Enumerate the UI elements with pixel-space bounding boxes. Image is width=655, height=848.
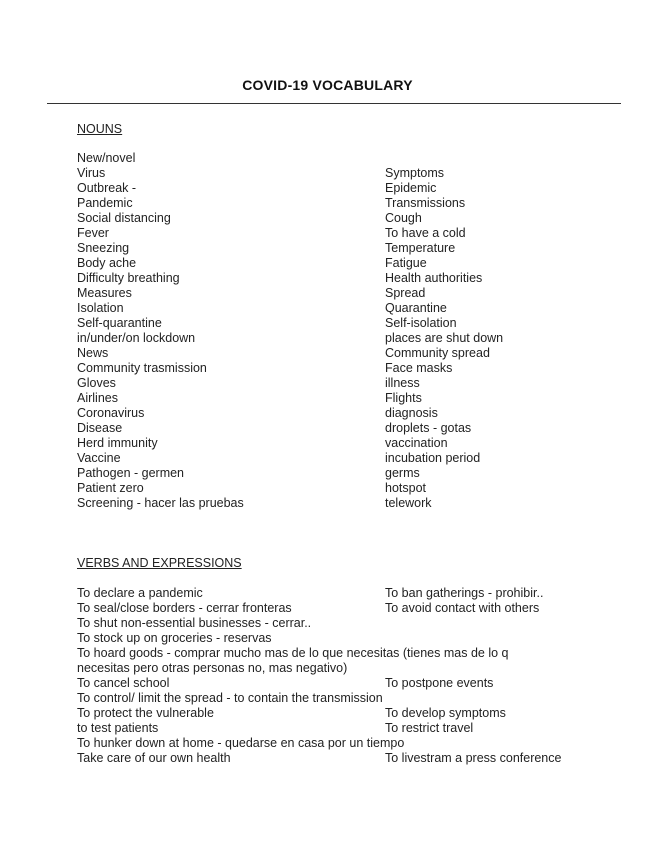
expression-row <box>77 631 577 646</box>
vocab-term: Vaccine <box>77 451 121 465</box>
expression-row <box>77 691 577 706</box>
vocab-term: Pathogen - germen <box>77 466 185 480</box>
vocab-term: places are shut down <box>385 331 504 345</box>
verbs-heading: VERBS AND EXPRESSIONS <box>77 556 242 570</box>
expression-row <box>77 586 577 601</box>
expression-left: To declare a pandemic <box>77 586 203 600</box>
vocab-term: Health authorities <box>385 271 483 285</box>
expression-left: To cancel school <box>77 676 170 690</box>
expression-row <box>77 736 577 751</box>
expression-left: To control/ limit the spread - to contain the transmission <box>77 691 383 705</box>
vocab-term: Coronavirus <box>77 406 145 420</box>
expression-right: To ban gatherings - prohibir.. <box>385 586 544 600</box>
vocab-term: germs <box>385 466 420 480</box>
vocab-term: Gloves <box>77 376 116 390</box>
vocab-term: Herd immunity <box>77 436 158 450</box>
vocab-term: Temperature <box>385 241 456 255</box>
vocab-term: Self-isolation <box>385 316 457 330</box>
title-divider <box>47 103 621 104</box>
expression-row <box>77 601 577 616</box>
nouns-heading: NOUNS <box>77 122 123 136</box>
vocab-term: New/novel <box>77 151 136 165</box>
expression-left: necesitas pero otras personas no, mas negativo) <box>77 661 348 675</box>
vocab-term: Body ache <box>77 256 137 270</box>
expression-row <box>77 721 577 736</box>
expression-left: to test patients <box>77 721 159 735</box>
expression-left: Take care of our own health <box>77 751 231 765</box>
vocab-term: Outbreak - <box>77 181 137 195</box>
expression-row <box>77 616 577 631</box>
vocab-term: Measures <box>77 286 132 300</box>
verbs-list <box>77 586 577 766</box>
vocab-term: Community spread <box>385 346 490 360</box>
vocab-term: Face masks <box>385 361 453 375</box>
vocab-term: Community trasmission <box>77 361 207 375</box>
vocab-term: in/under/on lockdown <box>77 331 196 345</box>
expression-right: To avoid contact with others <box>385 601 540 615</box>
vocab-term: Quarantine <box>385 301 447 315</box>
vocab-term: Difficulty breathing <box>77 271 180 285</box>
vocab-term: To have a cold <box>385 226 466 240</box>
vocab-term: telework <box>385 496 432 510</box>
vocab-term: News <box>77 346 109 360</box>
vocab-term: droplets - gotas <box>385 421 472 435</box>
expression-left: To shut non-essential businesses - cerrar.. <box>77 616 312 630</box>
vocab-term: Patient zero <box>77 481 144 495</box>
expression-row <box>77 706 577 721</box>
vocab-term: Screening - hacer las pruebas <box>77 496 244 510</box>
vocab-term: Disease <box>77 421 123 435</box>
expression-right: To postpone events <box>385 676 494 690</box>
nouns-right-column <box>385 166 503 511</box>
expression-row <box>77 676 577 691</box>
expression-left: To hunker down at home - quedarse en casa por un tiempo <box>77 736 405 750</box>
expression-right: To livestram a press conference <box>385 751 562 765</box>
vocab-term: Cough <box>385 211 422 225</box>
expression-row <box>77 646 577 661</box>
vocab-term: Epidemic <box>385 181 437 195</box>
vocab-term: Self-quarantine <box>77 316 162 330</box>
expression-left: To hoard goods - comprar mucho mas de lo que necesitas (tienes mas de lo q <box>77 646 509 660</box>
vocab-term: Social distancing <box>77 211 171 225</box>
vocab-term: Spread <box>385 286 426 300</box>
page-title: COVID-19 VOCABULARY <box>242 77 413 93</box>
vocab-term: Virus <box>77 166 106 180</box>
expression-row <box>77 661 577 676</box>
expression-row <box>77 751 577 766</box>
expression-left: To protect the vulnerable <box>77 706 214 720</box>
vocab-term: vaccination <box>385 436 448 450</box>
vocab-term: hotspot <box>385 481 427 495</box>
vocab-term: Flights <box>385 391 422 405</box>
expression-left: To seal/close borders - cerrar fronteras <box>77 601 292 615</box>
vocab-term: Sneezing <box>77 241 130 255</box>
vocab-term: diagnosis <box>385 406 438 420</box>
vocab-term: Transmissions <box>385 196 466 210</box>
vocab-term: illness <box>385 376 420 390</box>
vocab-term: incubation period <box>385 451 481 465</box>
vocab-term: Fever <box>77 226 109 240</box>
vocab-term: Pandemic <box>77 196 133 210</box>
vocab-term: Fatigue <box>385 256 427 270</box>
vocab-term: Isolation <box>77 301 124 315</box>
vocab-term: Symptoms <box>385 166 445 180</box>
expression-right: To develop symptoms <box>385 706 506 720</box>
expression-left: To stock up on groceries - reservas <box>77 631 272 645</box>
expression-right: To restrict travel <box>385 721 474 735</box>
nouns-left-column <box>77 151 244 511</box>
vocab-term: Airlines <box>77 391 118 405</box>
